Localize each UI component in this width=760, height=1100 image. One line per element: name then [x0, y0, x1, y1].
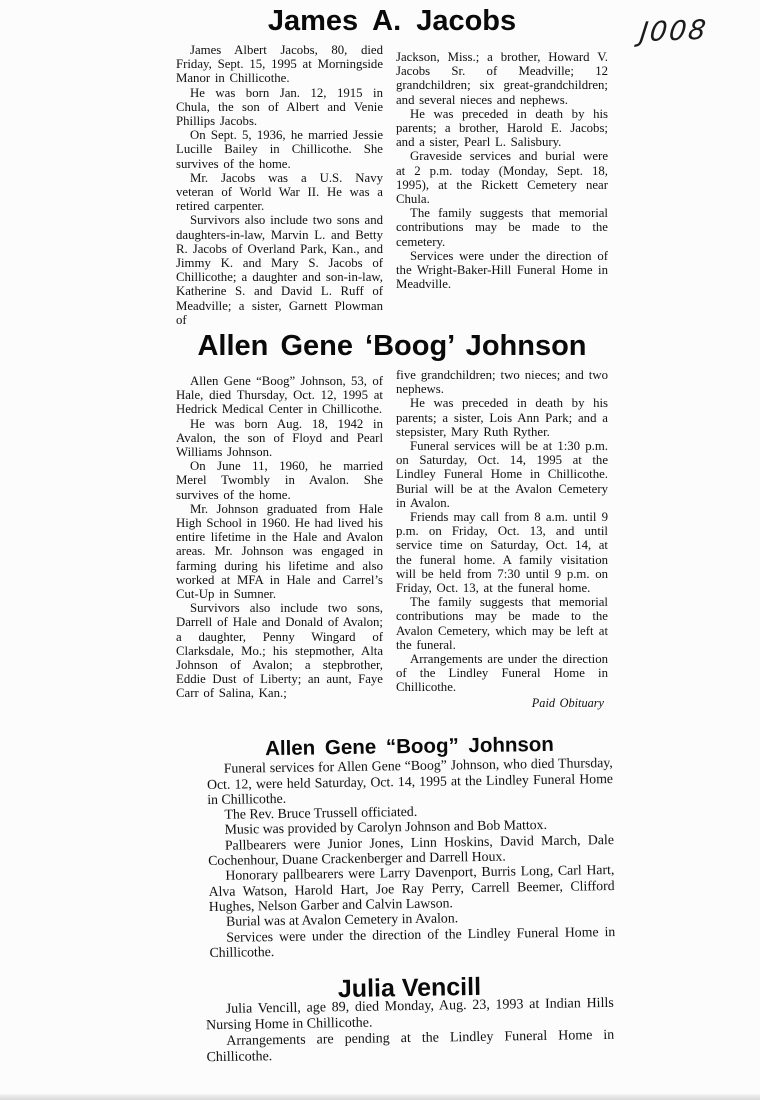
paragraph: Arrangements are pending at the Lindley Funeral Home in Chillicothe. [206, 1027, 615, 1066]
paragraph: five grandchildren; two nieces; and two nephews. [396, 368, 608, 397]
paragraph: The Rev. Bruce Trussell officiated. [224, 804, 418, 822]
obituary-title: Allen Gene “Boog” Johnson [264, 732, 555, 761]
obituary-allen-gene-boog-johnson [176, 330, 608, 710]
paragraph: He was preceded in death by his parents; a brother, Harold E. Jacobs; and a sister, Pearl L. Salisbury. [396, 106, 608, 150]
paragraph: Arrangements are under the direction of the Lindley Funeral Home in Chillicothe. [396, 652, 608, 695]
scan-edge-artifact [0, 1094, 760, 1100]
paragraph: Julia Vencill, age 89, died Monday, Aug. 23, 1993 at Indian Hills Nursing Home in Chillicothe. [205, 995, 614, 1034]
obituary-title: Julia Vencill [337, 972, 482, 1004]
paragraph: The family suggests that memorial contributions may be made to the cemetery. [396, 206, 608, 249]
paragraph: Friends may call from 8 a.m. until 9 p.m. on Friday, Oct. 13, and until service time on Saturday, Oct. 14, at the funeral home. A family visitation will be held from 7:30 until 9 p.m. on Friday, Oct. 13, at the funeral home. [396, 510, 608, 596]
paragraph: Allen Gene “Boog” Johnson, 53, of Hale, died Thursday, Oct. 12, 1995 at Hedrick Medical Center in Chillicothe. [176, 374, 383, 417]
column-right [396, 368, 608, 710]
paragraph: Mr. Johnson graduated from Hale High School in 1960. He had lived his entire lifetime in the Hale and Avalon areas. Mr. Johnson was engaged in farming during his lifetime and also worked at MFA in Hale and Carrel’s Cut-Up in Sumner. [176, 501, 383, 602]
paragraph: Honorary pallbearers were Larry Davenport, Burris Long, Carl Hart, Alva Watson, Harold Hart, Joe Ray Perry, Carrell Beemer, Clifford Hughes, Nelson Garber and Calvin Lawson. [208, 862, 615, 914]
paragraph: The family suggests that memorial contributions may be made to the Avalon Cemetery, which may be left at the funeral. [396, 595, 608, 652]
paragraph: He was preceded in death by his parents; a sister, Lois Ann Park; and a stepsister, Mary Ruth Ryther. [396, 396, 608, 439]
paragraph: Graveside services and burial were at 2 p.m. today (Monday, Sept. 18, 1995), at the Rickett Cemetery near Chula. [396, 149, 608, 207]
paid-obituary-note: Paid Obituary [531, 695, 604, 710]
two-column-body [176, 43, 608, 327]
paragraph: On June 11, 1960, he married Merel Twombly in Avalon. She survives of the home. [176, 459, 383, 502]
two-column-body [176, 368, 608, 710]
paragraph: Survivors also include two sons, Darrell of Hale and Donald of Avalon; a daughter, Penny Wingard of Clarksdale, Mo.; his stepmother, Alta Johnson of Avalon; a stepbrother, Eddie Dust of Liberty; an aunt, Faye Carr of Salina, Kan.; [176, 601, 383, 701]
paragraph: Funeral services for Allen Gene “Boog” Johnson, who died Thursday, Oct. 12, were held Saturday, Oct. 14, 1995 at the Lindley Funeral Home in Chillicothe. [206, 755, 614, 807]
paragraph: Mr. Jacobs was a U.S. Navy veteran of World War II. He was a retired carpenter. [176, 170, 383, 214]
obituary-title: James A. Jacobs [267, 5, 517, 37]
obituary-julia-vencill [205, 972, 615, 1066]
paragraph: On Sept. 5, 1936, he married Jessie Lucille Bailey in Chillicothe. She survives of the home. [176, 128, 383, 171]
paragraph: Pallbearers were Junior Jones, Linn Hoskins, David March, Dale Cochenhour, Duane Crackenberger and Darrell Houx. [208, 831, 615, 869]
paragraph: Jackson, Miss.; a brother, Howard V. Jacobs Sr. of Meadville; 12 grandchildren; six great-grandchildren; and several nieces and nephews. [396, 50, 608, 107]
paragraph: Music was provided by Carolyn Johnson and Bob Mattox. [224, 817, 548, 838]
funeral-report-allen-gene-boog-johnson [206, 732, 616, 960]
paragraph: He was born Aug. 18, 1942 in Avalon, the son of Floyd and Pearl Williams Johnson. [176, 416, 383, 460]
obituary-title: Allen Gene ‘Boog’ Johnson [197, 330, 587, 362]
paragraph: Funeral services will be at 1:30 p.m. on Saturday, Oct. 14, 1995 at the Lindley Funeral Home in Chillicothe. Burial will be at the Avalon Cemetery in Avalon. [396, 439, 608, 510]
obituary-james-a-jacobs [176, 5, 608, 327]
paragraph: Survivors also include two sons and daughters-in-law, Marvin L. and Betty R. Jacobs of Overland Park, Kan., and Jimmy K. and Mary S. Jacobs of Chillicothe; a daughter and son-in-law, Katherine S. and David L. Ruff of Meadville; a sister, Garnett Plowman of [176, 213, 383, 327]
column-right [396, 43, 608, 327]
handwritten-code: J008 [638, 14, 710, 49]
column-left [176, 368, 383, 710]
paragraph: Services were under the direction of the Wright-Baker-Hill Funeral Home in Meadville. [396, 248, 608, 292]
column-left [176, 43, 383, 327]
paragraph: James Albert Jacobs, 80, died Friday, Sept. 15, 1995 at Morningside Manor in Chillicothe. [176, 43, 383, 86]
paragraph: He was born Jan. 12, 1915 in Chula, the son of Albert and Venie Phillips Jacobs. [176, 85, 383, 129]
paragraph: Services were under the direction of the Lindley Funeral Home in Chillicothe. [209, 923, 616, 960]
paragraph: Burial was at Avalon Cemetery in Avalon. [225, 910, 459, 930]
